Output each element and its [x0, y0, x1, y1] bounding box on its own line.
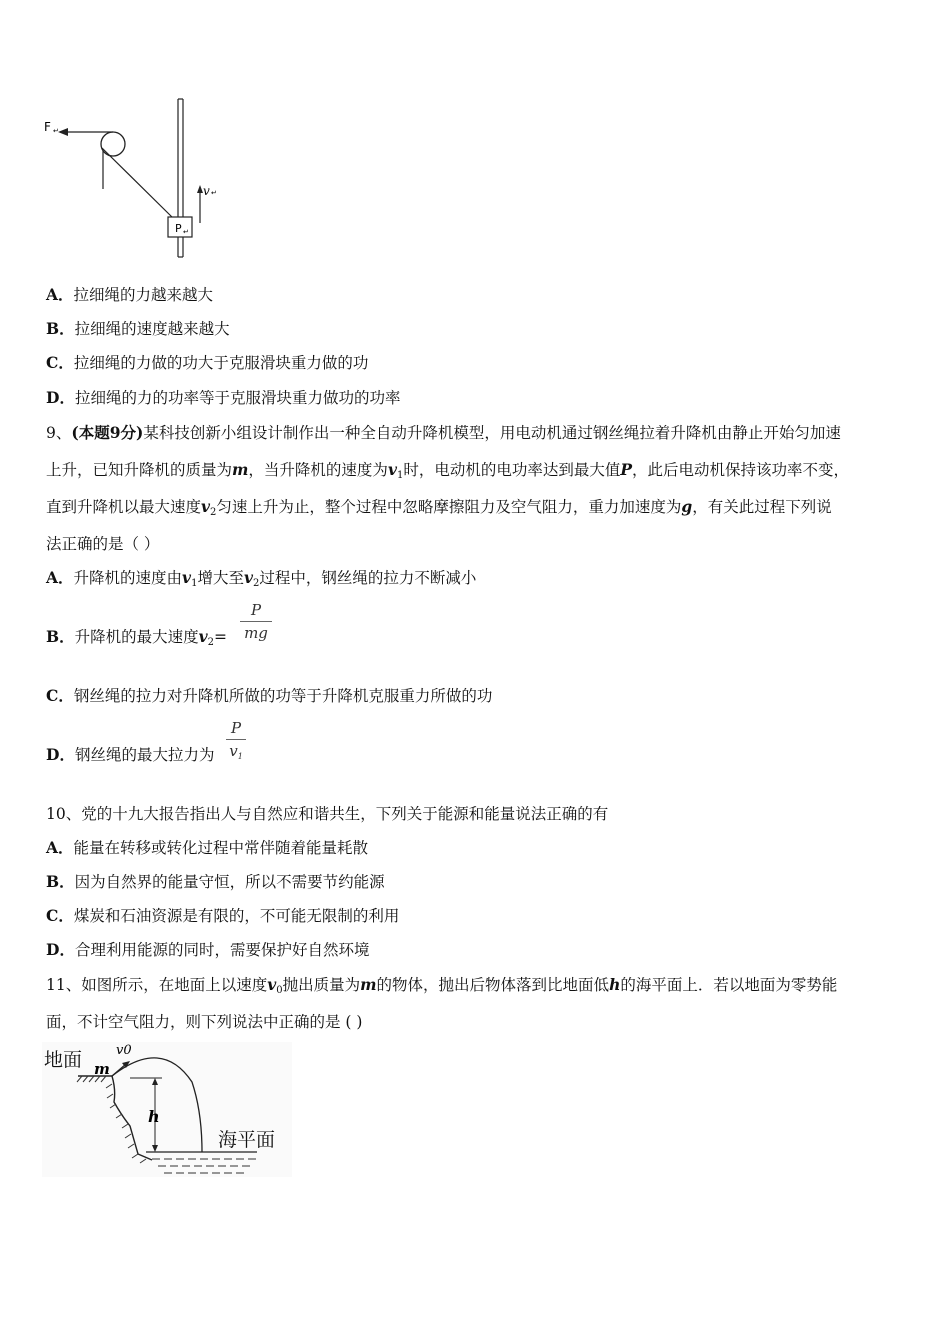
- rope-diagonal: [102, 148, 174, 219]
- height-label: h: [148, 1107, 160, 1126]
- q9-stem-line2: 上升，已知升降机的质量为m，当升降机的速度为$v_1$时，电动机的电功率达到最大值P，此后电动机保持该功率不变，: [46, 460, 850, 481]
- q8-option-d: D．拉细绳的力的功率等于克服滑块重力做功的功率: [46, 388, 401, 407]
- projectile-figure: [42, 1042, 292, 1177]
- mass-label: m: [94, 1060, 110, 1078]
- ground-label: 地面: [44, 1049, 83, 1071]
- block-label: P: [175, 222, 182, 235]
- q9-stem-line3: 直到升降机以最大速度$v_2$匀速上升为止，整个过程中忽略摩擦阻力及空气阻力，重力加速度为g，有关此过程下列说: [46, 497, 832, 518]
- q9-stem-line1: 9、(本题9分)某科技创新小组设计制作出一种全自动升降机模型，用电动机通过钢丝绳拉着升降机由静止开始匀加速: [46, 423, 841, 442]
- velocity-label: v: [203, 184, 210, 198]
- svg-text:↵: ↵: [183, 228, 189, 236]
- q11-stem-line2: 面，不计空气阻力，则下列说法中正确的是 ( ): [46, 1013, 363, 1031]
- q9-option-b: B．升降机的最大速度$v_2=$: [46, 627, 228, 648]
- q8-option-c: C．拉细绳的力做的功大于克服滑块重力做的功: [46, 353, 369, 372]
- q9-option-d: D．钢丝绳的最大拉力为: [46, 745, 215, 764]
- q8-option-b: B．拉细绳的速度越来越大: [46, 319, 230, 338]
- q10-option-a: A．能量在转移或转化过程中常伴随着能量耗散: [46, 838, 369, 857]
- pulley-figure: [40, 95, 230, 265]
- q10-option-d: D．合理利用能源的同时，需要保护好自然环境: [46, 940, 370, 959]
- pulley: [101, 132, 125, 156]
- q9-option-b-fraction: P mg: [240, 601, 272, 642]
- velocity-label: v0: [116, 1043, 132, 1058]
- svg-text:↵: ↵: [211, 189, 217, 197]
- svg-text:↵: ↵: [53, 127, 59, 135]
- sea-label: 海平面: [218, 1129, 276, 1151]
- q9-option-c: C．钢丝绳的拉力对升降机所做的功等于升降机克服重力所做的功: [46, 686, 493, 705]
- force-label: F: [44, 120, 51, 134]
- q9-option-a: A．升降机的速度由$v_1$增大至$v_2$过程中，钢丝绳的拉力不断减小: [46, 568, 477, 589]
- q9-stem-line4: 法正确的是（ ）: [46, 535, 160, 553]
- q11-stem-line1: 11、如图所示，在地面上以速度$v_0$抛出质量为m的物体，抛出后物体落到比地面低h的海平面上．若以地面为零势能: [46, 975, 838, 996]
- q10-option-c: C．煤炭和石油资源是有限的，不可能无限制的利用: [46, 906, 400, 925]
- q10-stem: 10、党的十九大报告指出人与自然应和谐共生，下列关于能源和能量说法正确的有: [46, 805, 609, 823]
- q8-option-a: A．拉细绳的力越来越大: [46, 285, 214, 304]
- force-arrow: [58, 128, 68, 136]
- q10-option-b: B．因为自然界的能量守恒，所以不需要节约能源: [46, 872, 385, 891]
- q9-option-d-fraction: P $v_1$: [226, 719, 246, 761]
